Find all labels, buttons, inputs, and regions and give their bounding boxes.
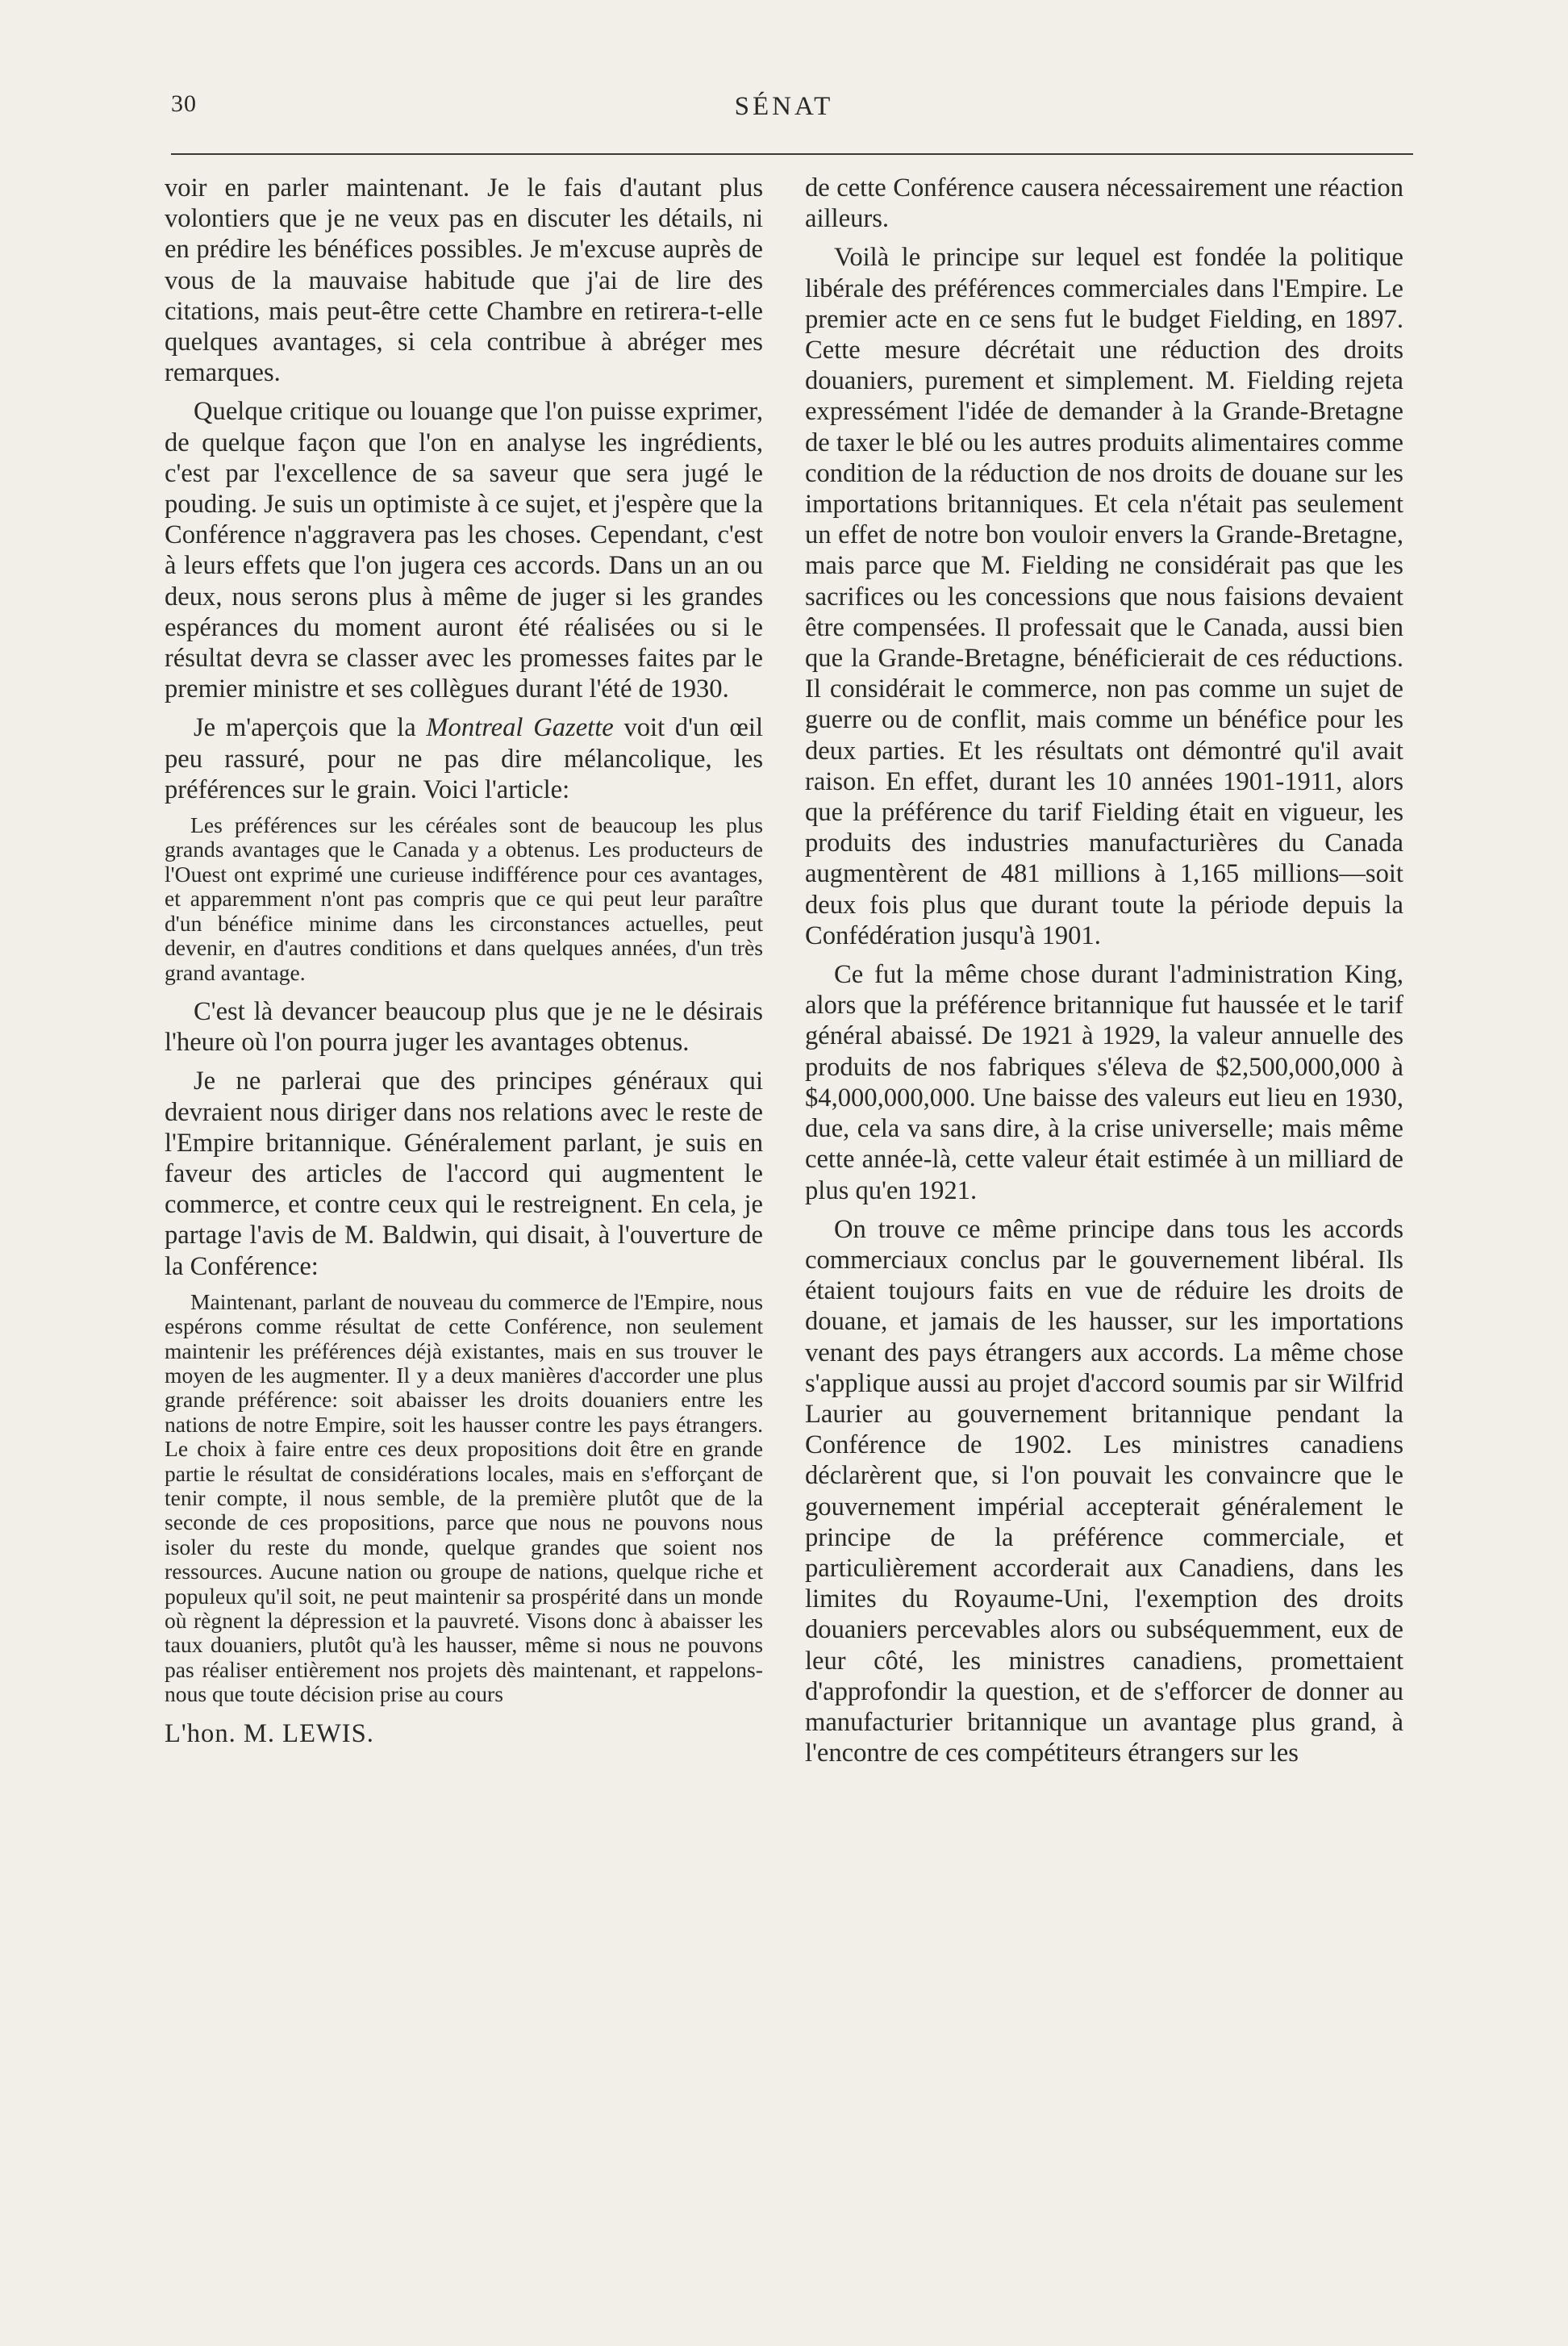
quotation-text: Les préférences sur les céréales sont de beaucoup les plus grands avantages que le Canada y a obtenus. Les producteurs de l'Ouest ont exprimé une curieuse indifférence pour ces avantages, et apparemment n'ont pas compris que ce qui peut leur paraître d'un bénéfice minime dans les circonstances actuelles, peut devenir, en d'autres conditions et dans quelques années, d'un très grand avantage. xyxy=(165,812,763,985)
paragraph-text: Je m'aperçois que la xyxy=(194,713,427,743)
quotation-text: Maintenant, parlant de nouveau du commerce de l'Empire, nous espérons comme résultat de cette Conférence, non seulement maintenir les préférences déjà existantes, mais en sus trouver le moyen de les augmenter. Il y a deux manières d'accorder une plus grande préférence: soit abaisser les droits douaniers entre les nations de notre Empire, soit les hausser contre les pays étrangers. Le choix à faire entre ces deux propositions doit être en grande partie le résultat de considérations locales, mais en s'efforçant de tenir compte, il nous semble, de la première plutôt que de la seconde de ces propositions, parce que nous ne pouvons nous isoler du reste du monde, quelque grandes que soient nos ressources. Aucune nation ou groupe de nations, quelque riche et populeux qu'il soit, ne peut maintenir sa prospérité dans un monde où règnent la dépression et la pauvreté. Visons donc à abaisser les taux douaniers, plutôt qu'à les hausser, même si nous ne pouvons pas réaliser entièrement nos projets dès maintenant, et rappelons-nous que toute décision prise au cours xyxy=(165,1288,763,1707)
left-paragraph-5: Je ne parlerai que des principes généraux qui devraient nous diriger dans nos relations avec le reste de l'Empire britannique. Généralement parlant, je suis en faveur des articles de l'accord qui augmentent le commerce, et contre ceux qui le restreignent. En cela, je partage l'avis de M. Baldwin, qui disait, à l'ouverture de la Conférence: xyxy=(165,1067,763,1281)
speaker-name: L'hon. M. LEWIS. xyxy=(165,1718,374,1748)
header-rule xyxy=(171,153,1413,155)
left-paragraph-4: C'est là devancer beaucoup plus que je ne le désirais l'heure où l'on pourra juger les avantages obtenus. xyxy=(165,996,763,1058)
page-number: 30 xyxy=(171,90,197,117)
right-paragraph-4: On trouve ce même principe dans tous les accords commerciaux conclus par le gouvernement libéral. Ils étaient toujours faits en vue de réduire les droits de douane, et jamais de les hausser, sur les importations venant des pays étrangers aux accords. La même chose s'applique aussi au projet d'accord soumis par sir Wilfrid Laurier au gouvernement britannique pendant la Conférence de 1902. Les ministres canadiens déclarèrent que, si l'on pouvait les convaincre que le gouvernement impérial accepterait généralement le principe de la préférence commerciale, et particulièrement accorderait aux Canadiens, dans les limites du Royaume-Uni, l'exemption des droits douaniers percevables alors ou subséquemment, eux de leur côté, les ministres canadiens, promettaient d'approfondir la question, et de s'efforcer de donner au manufacturier britannique un avantage plus grand, à l'encontre de ces compétiteurs étrangers sur les xyxy=(805,1214,1403,1768)
right-paragraph-2: Voilà le principe sur lequel est fondée la politique libérale des préférences commerciales dans l'Empire. Le premier acte en ce sens fut le budget Fielding, en 1897. Cette mesure décrétait une réduction des droits douaniers, purement et simplement. M. Fielding rejeta expressément l'idée de demander à la Grande-Bretagne de taxer le blé ou les autres produits alimentaires comme condition de la réduction de nos droits de douane sur les importations britanniques. Et cela n'était pas seulement un effet de notre bon vouloir envers la Grande-Bretagne, mais parce que M. Fielding ne considérait pas que les sacrifices ou les concessions que nous faisions devaient être compensées. Il professait que le Canada, aussi bien que la Grande-Bretagne, bénéficierait de ces réductions. Il considérait le commerce, non pas comme un sujet de guerre ou de conflit, mais comme un bénéfice pour les deux parties. Et les résultats ont démontré qu'il avait raison. En effet, durant les 10 années 1901-1911, alors que la préférence du tarif Fielding était en vigueur, les produits des industries manufacturières du Canada augmentèrent de 481 millions à 1,165 millions—soit deux fois plus que durant toute la période depuis la Confédération jusqu'à 1901. xyxy=(805,243,1403,950)
left-paragraph-2: Quelque critique ou louange que l'on puisse exprimer, de quelque façon que l'on en analyse les ingrédients, c'est par l'excellence de sa saveur que sera jugé le pouding. Je suis un optimiste à ce sujet, et j'espère que la Conférence n'aggravera pas les choses. Cependant, c'est à leurs effets que l'on jugera ces accords. Dans un an ou deux, nous serons plus à même de juger si les grandes espérances du moment auront été réalisées ou si le résultat devra se classer avec les promesses faites par le premier ministre et ses collègues durant l'été de 1930. xyxy=(165,397,763,704)
running-head-title: SÉNAT xyxy=(734,92,834,121)
left-column xyxy=(165,173,763,1757)
right-paragraph-1: de cette Conférence causera nécessairement une réaction ailleurs. xyxy=(805,173,1403,234)
paragraph-text: voit d'un œil peu rassuré, pour ne pas dire mélancolique, les préférences sur le grain. Voici l'article: xyxy=(165,713,763,804)
quotation-baldwin xyxy=(165,1290,763,1707)
quotation-gazette xyxy=(165,813,763,985)
right-paragraph-3: Ce fut la même chose durant l'administration King, alors que la préférence britannique fut haussée et le tarif général abaissé. De 1921 à 1929, la valeur annuelle des produits de nos fabriques s'éleva de $2,500,000,000 à $4,000,000,000. Une baisse des valeurs eut lieu en 1930, due, cela va sans dire, à la crise universelle; mais même cette année-là, cette valeur était estimée à un milliard de plus qu'en 1921. xyxy=(805,960,1403,1205)
left-paragraph-1: voir en parler maintenant. Je le fais d'autant plus volontiers que je ne veux pas en discuter les détails, ni en prédire les bénéfices possibles. Je m'excuse auprès de vous de la mauvaise habitude que j'ai de lire des citations, mais peut-être cette Chambre en retirera-t-elle quelques avantages, si cela contribue à abréger mes remarques. xyxy=(165,173,763,388)
left-paragraph-3 xyxy=(165,712,763,805)
newspaper-title: Montreal Gazette xyxy=(426,713,614,743)
right-column xyxy=(805,173,1403,1776)
